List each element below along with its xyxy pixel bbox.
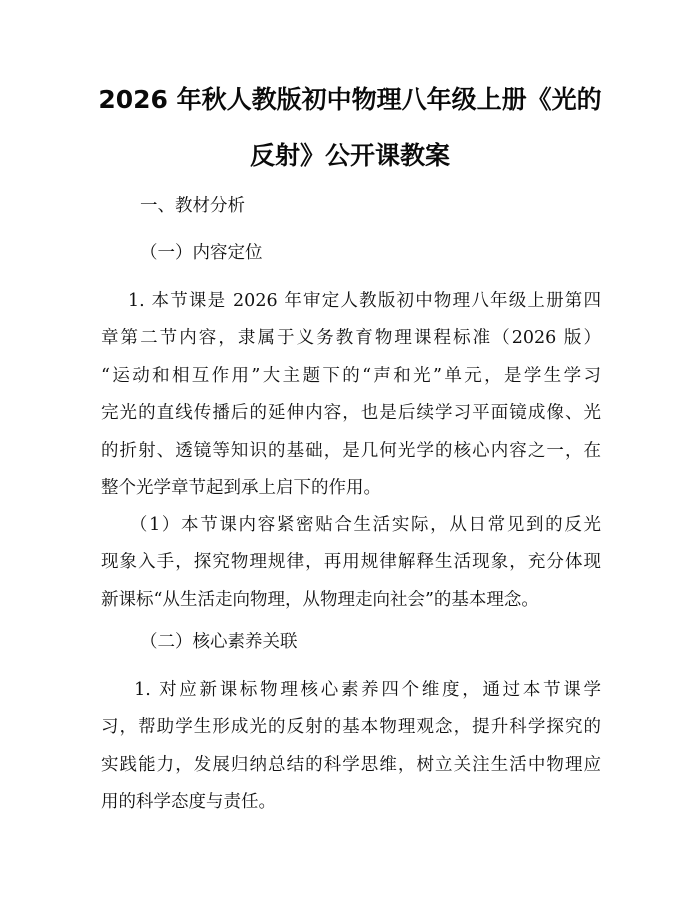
title-line-2: 反射》公开课教案 <box>249 141 450 170</box>
paragraph-line: 章第二节内容，隶属于义务教育物理课程标准（2026 版） <box>101 328 601 349</box>
paragraph-line: 的折射、透镜等知识的基础，是几何光学的核心内容之一，在 <box>101 440 601 461</box>
paragraph-line: 现象入手，探究物理规律，再用规律解释生活现象，充分体现 <box>101 552 601 573</box>
paragraph-content-positioning-2 <box>101 507 601 619</box>
title-line-1: 2026 年秋人教版初中物理八年级上册《光的 <box>98 85 602 114</box>
paragraph-line: 完光的直线传播后的延伸内容，也是后续学习平面镜成像、光 <box>101 403 601 424</box>
subsection-heading-core-literacy: （二）核心素养关联 <box>140 632 298 652</box>
paragraph-line: 1. 对应新课标物理核心素养四个维度，通过本节课学 <box>101 680 601 700</box>
paragraph-line: 实践能力，发展归纳总结的科学思维，树立关注生活中物理应 <box>101 754 601 775</box>
paragraph-line: 用的科学态度与责任。 <box>101 792 276 813</box>
subsection-heading-content-positioning: （一）内容定位 <box>140 243 263 263</box>
paragraph-content-positioning-1 <box>101 283 601 507</box>
paragraph-line: “运动和相互作用”大主题下的“声和光”单元，是学生学习 <box>101 365 601 386</box>
section-heading-materials-analysis: 一、教材分析 <box>140 196 245 216</box>
paragraph-line: 1. 本节课是 2026 年审定人教版初中物理八年级上册第四 <box>101 291 601 311</box>
paragraph-line: 习，帮助学生形成光的反射的基本物理观念，提升科学探究的 <box>101 717 601 738</box>
document-title <box>80 72 620 184</box>
paragraph-core-literacy-1 <box>101 672 601 822</box>
paragraph-line: （1）本节课内容紧密贴合生活实际，从日常见到的反光 <box>101 515 601 535</box>
paragraph-line: 整个光学章节起到承上启下的作用。 <box>101 478 381 499</box>
paragraph-line: 新课标“从生活走向物理，从物理走向社会”的基本理念。 <box>101 589 539 610</box>
